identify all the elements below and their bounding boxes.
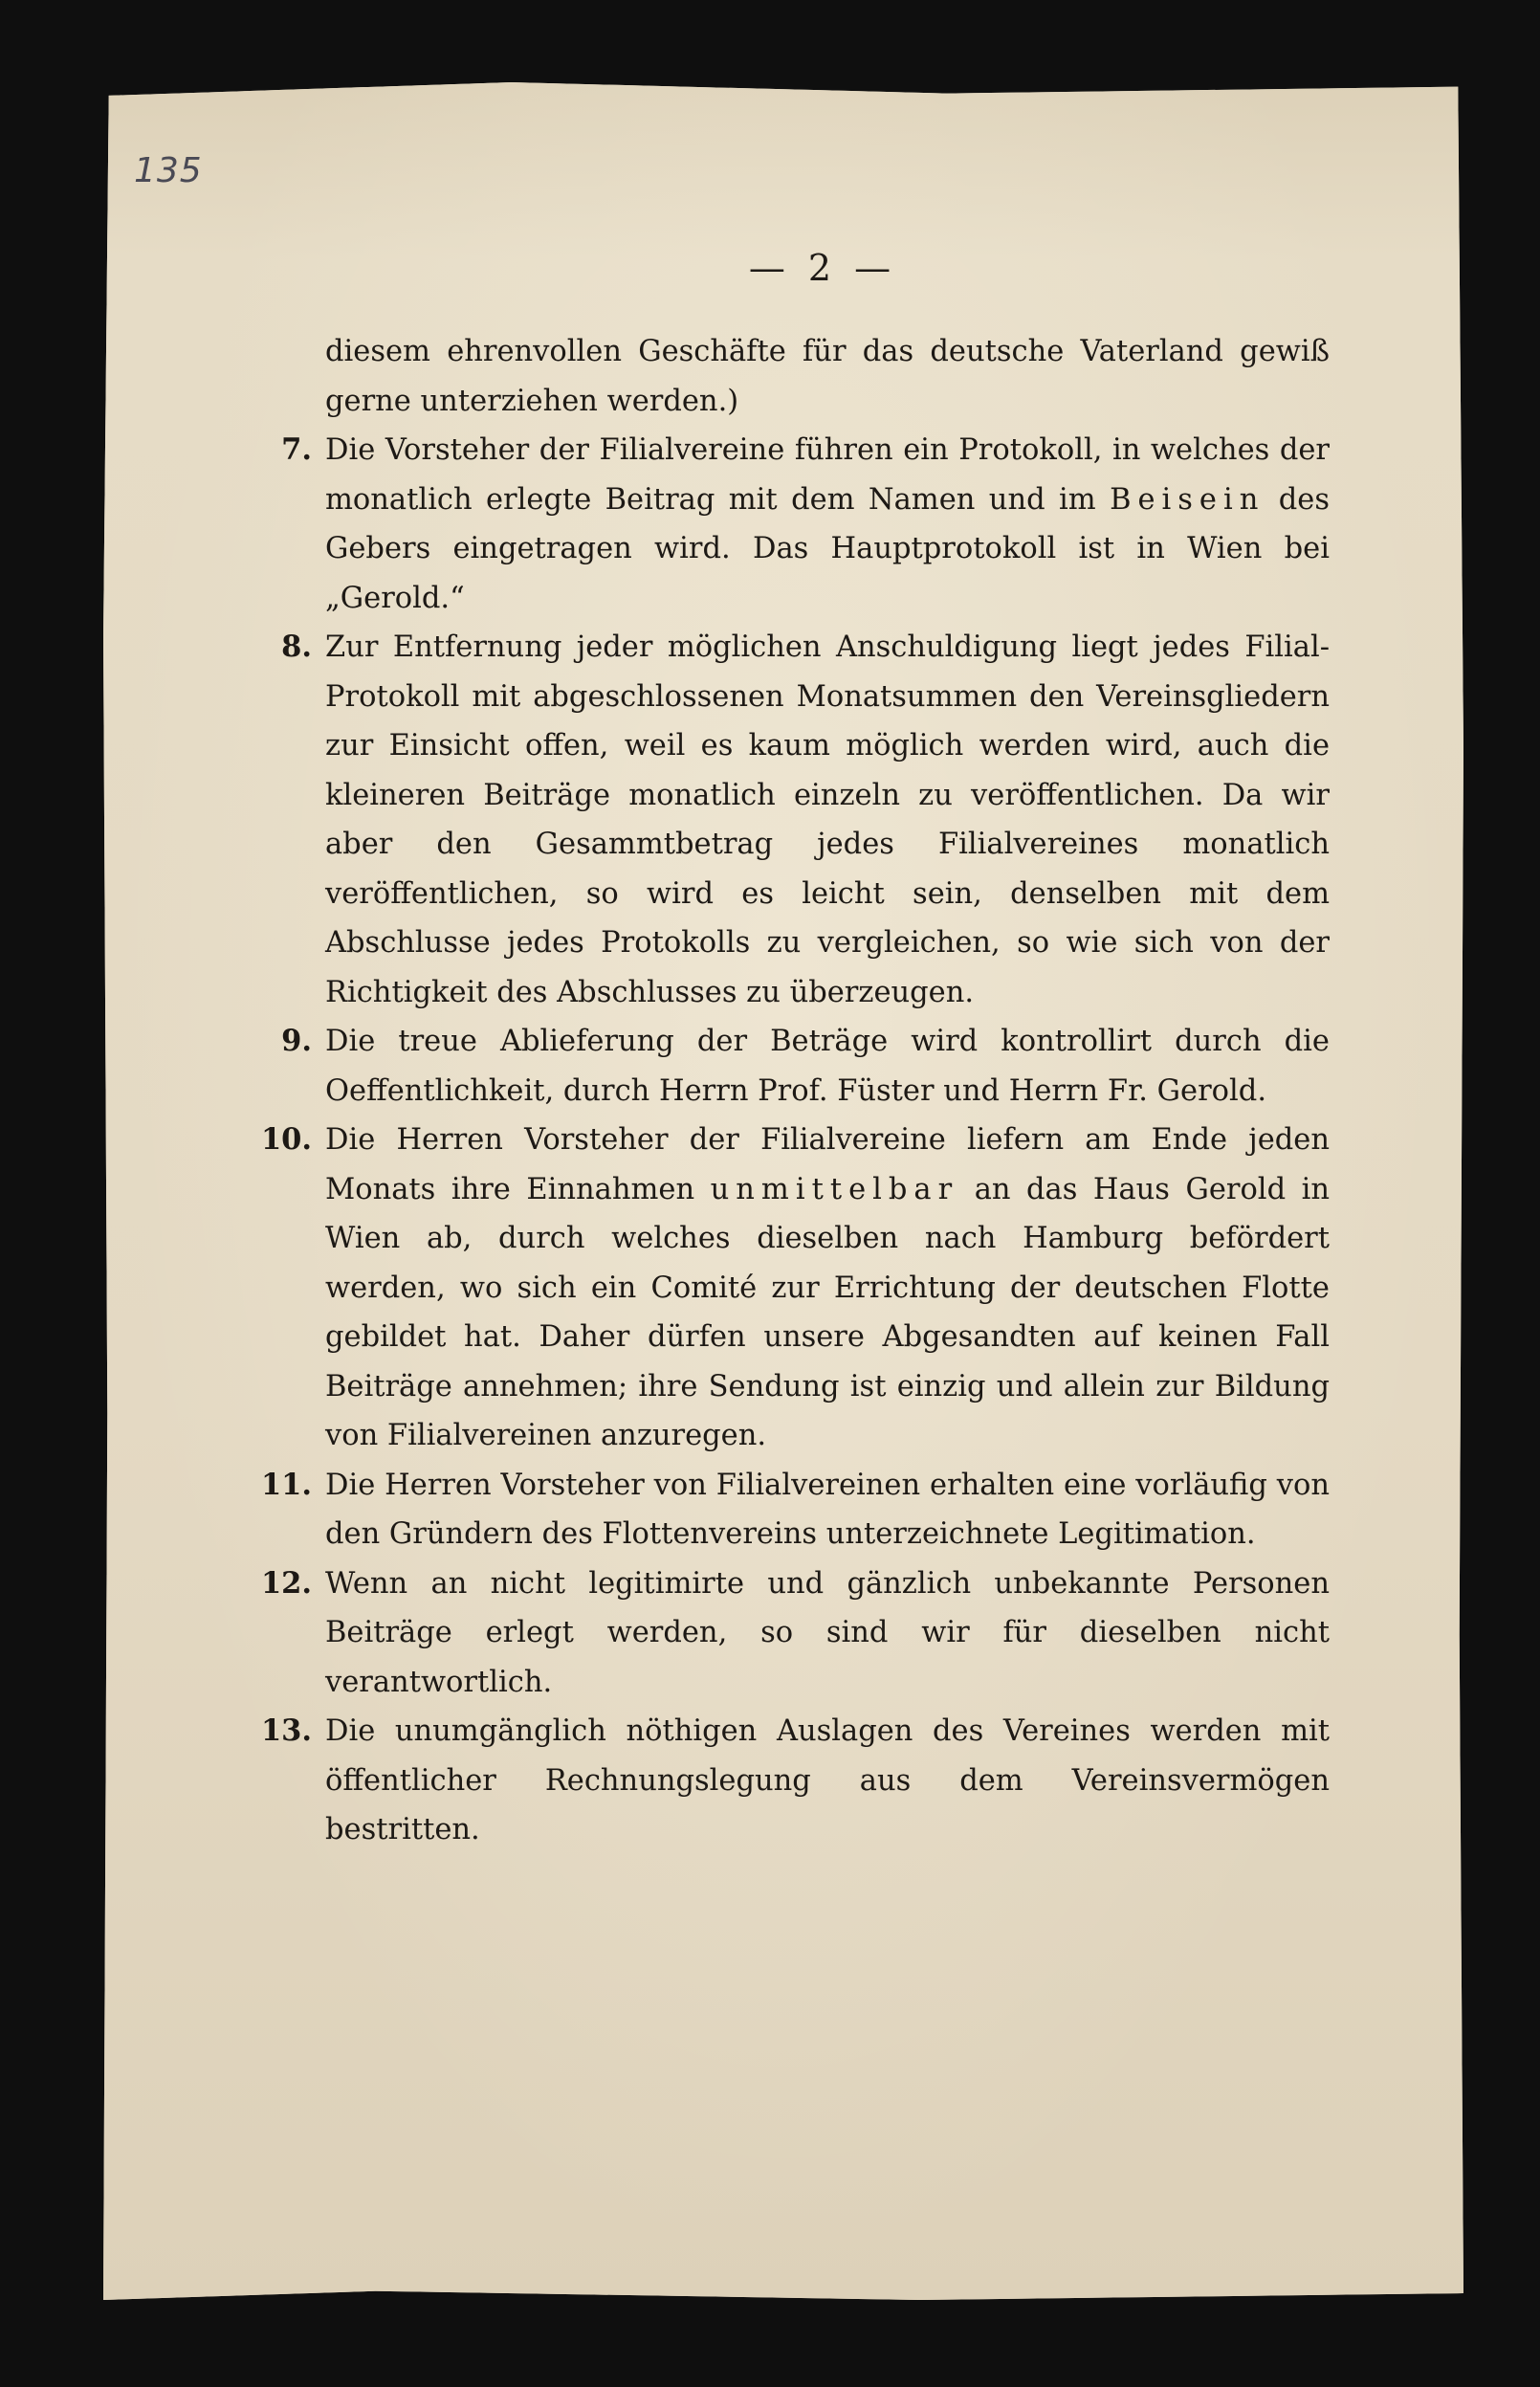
item-text: Die Herren Vorsteher der Filialvereine liefern am Ende jeden Monats ihre Einnahmen bbox=[325, 1123, 1330, 1206]
item-12 bbox=[260, 1559, 1330, 1708]
item-text: Wenn an nicht legitimirte und gänzlich unbekannte Personen Beiträge erlegt werden, so sind wir für dieselben nicht verantwortlich. bbox=[325, 1566, 1330, 1699]
intro-paragraph: diesem ehrenvollen Geschäfte für das deutsche Vaterland gewiß gerne unterziehen werden.) bbox=[325, 335, 1330, 418]
item-number: 13. bbox=[260, 1713, 312, 1748]
item-text: Die treue Ablieferung der Beträge wird kontrollirt durch die Oeffentlichkeit, durch Herrn Prof. Füster und Herrn Fr. Gerold. bbox=[325, 1025, 1330, 1108]
item-13 bbox=[260, 1707, 1330, 1855]
item-text-emphasis: unmittelbar bbox=[710, 1172, 959, 1206]
item-8 bbox=[281, 623, 1330, 1017]
item-text: des Gebers eingetragen wird. Das Hauptprotokoll ist in Wien bei „Gerold.“ bbox=[325, 482, 1331, 615]
item-number: 7. bbox=[281, 432, 312, 467]
item-9 bbox=[281, 1017, 1330, 1116]
item-text: Die unumgänglich nöthigen Auslagen des Vereines werden mit öffentlicher Rechnungslegung aus dem Vereinsvermögen bestritten. bbox=[325, 1714, 1330, 1846]
item-number: 11. bbox=[260, 1467, 312, 1502]
item-7 bbox=[281, 426, 1331, 623]
item-number: 9. bbox=[281, 1024, 312, 1058]
item-text: Die Vorsteher der Filialvereine führen ein Protokoll, in welches der monatlich erlegte Beitrag mit dem Namen und im bbox=[325, 433, 1330, 517]
item-10 bbox=[260, 1116, 1330, 1461]
archive-number: 135 bbox=[134, 151, 203, 190]
item-number: 10. bbox=[260, 1122, 312, 1157]
item-number: 12. bbox=[260, 1565, 312, 1601]
item-11 bbox=[260, 1461, 1330, 1559]
item-text: an das Haus Gerold in Wien ab, durch welches dieselben nach Hamburg befördert werden, wo sich ein Comité zur Errichtung der deutschen Flotte gebildet hat. Daher dürfen unsere Abgesandten auf keinen Fall Beiträge annehmen; ihre Sendung ist einzig und allein zur Bildung von Filialvereinen anzuregen. bbox=[325, 1172, 1330, 1452]
item-text: Zur Entfernung jeder möglichen Anschuldigung liegt jedes Filial-Protokoll mit abgeschlossenen Monatsummen den Vereinsgliedern zur Einsicht offen, weil es kaum möglich werden wird, auch die kleineren Beiträge monatlich einzeln zu veröffentlichen. Da wir aber den Gesammtbetrag jedes Filialvereines monatlich veröffentlichen, so wird es leicht sein, denselben mit dem Abschlusse jedes Protokolls zu vergleichen, so wie sich von der Richtigkeit des Abschlusses zu überzeugen. bbox=[325, 630, 1330, 1009]
item-text-emphasis: Beisein bbox=[1110, 482, 1265, 517]
page-number: — 2 — bbox=[748, 247, 897, 289]
document-body bbox=[260, 327, 1331, 1855]
item-number: 8. bbox=[281, 630, 312, 664]
item-text: Die Herren Vorsteher von Filialvereinen erhalten eine vorläufig von den Gründern des Flottenvereins unterzeichnete Legitimation. bbox=[325, 1468, 1330, 1551]
